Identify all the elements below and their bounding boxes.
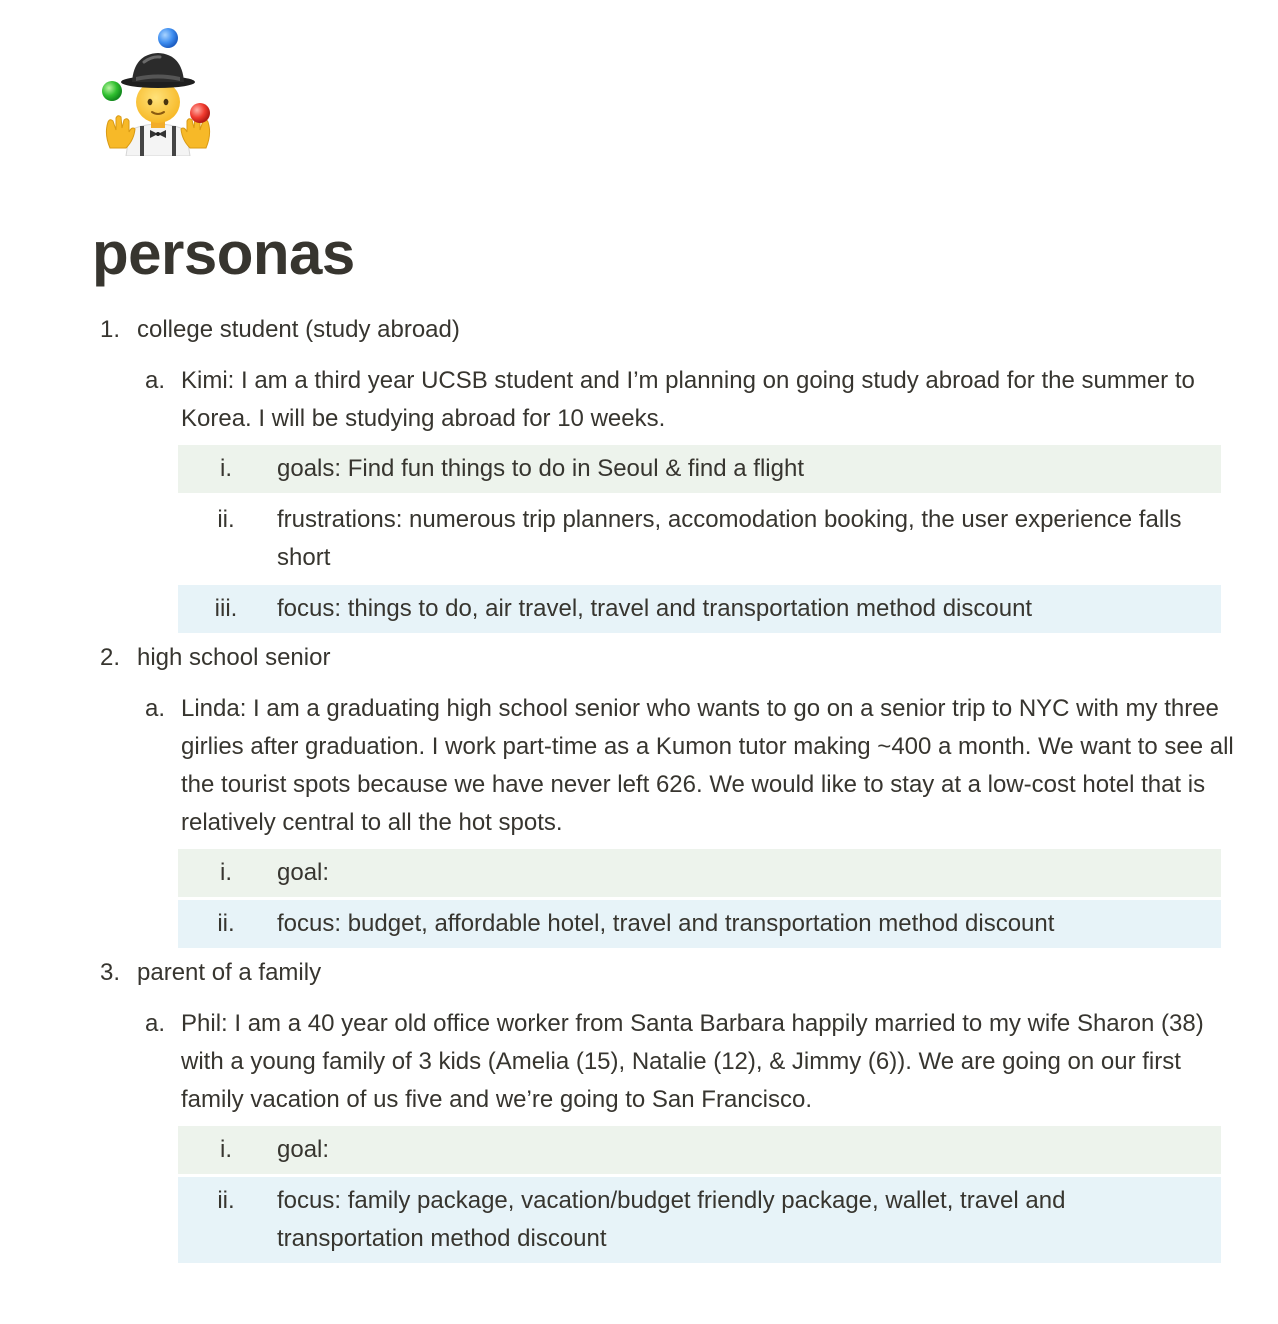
persona-label: high school senior <box>137 644 331 671</box>
list-roman: i. <box>220 455 232 482</box>
persona-bio-item[interactable] <box>0 684 1278 849</box>
persona-item[interactable] <box>0 305 1278 356</box>
persona-bio-item[interactable] <box>0 999 1278 1126</box>
detail-item-focus[interactable] <box>178 900 1221 948</box>
detail-item-focus[interactable] <box>178 585 1221 633</box>
persona-item[interactable] <box>0 633 1278 684</box>
person-juggling-emoji-icon <box>96 22 220 156</box>
persona-label: college student (study abroad) <box>137 316 460 343</box>
list-roman: i. <box>220 1136 232 1163</box>
detail-item-goals[interactable] <box>178 445 1221 493</box>
list-roman: ii. <box>217 910 235 937</box>
page-icon[interactable] <box>96 22 220 156</box>
detail-item-frustrations[interactable] <box>178 496 1221 582</box>
detail-text: focus: budget, affordable hotel, travel and transportation method discount <box>277 910 1055 937</box>
detail-text: focus: family package, vacation/budget friendly package, wallet, travel and transportation method discount <box>277 1187 1066 1252</box>
persona-bio-item[interactable] <box>0 356 1278 445</box>
list-number: 1. <box>100 316 121 343</box>
persona-bio: Phil: I am a 40 year old office worker from Santa Barbara happily married to my wife Sharon (38) with a young family of 3 kids (Amelia (15), Natalie (12), & Jimmy (6)). We are going on our first family vacation of us five and we’re going to San Francisco. <box>181 1010 1204 1113</box>
persona-bio: Linda: I am a graduating high school senior who wants to go on a senior trip to NYC with my three girlies after graduation. I work part-time as a Kumon tutor making ~400 a month. We want to see all the tourist spots because we have never left 626. We would like to stay at a low-cost hotel that is relatively central to all the hot spots. <box>181 695 1234 836</box>
list-letter: a. <box>145 367 166 394</box>
detail-text: goal: <box>277 859 330 886</box>
personas-list <box>0 305 1278 1263</box>
persona-item[interactable] <box>0 948 1278 999</box>
list-roman: ii. <box>217 1187 235 1214</box>
list-letter: a. <box>145 695 166 722</box>
detail-text: goal: <box>277 1136 330 1163</box>
detail-text: goals: Find fun things to do in Seoul & find a flight <box>277 455 805 482</box>
list-roman: i. <box>220 859 232 886</box>
list-roman: iii. <box>214 595 238 622</box>
list-number: 3. <box>100 959 121 986</box>
persona-bio: Kimi: I am a third year UCSB student and I’m planning on going study abroad for the summer to Korea. I will be studying abroad for 10 weeks. <box>181 367 1195 432</box>
detail-text: frustrations: numerous trip planners, accomodation booking, the user experience falls short <box>277 506 1182 571</box>
list-number: 2. <box>100 644 121 671</box>
list-roman: ii. <box>217 506 235 533</box>
detail-item-goal[interactable] <box>178 1126 1221 1174</box>
list-letter: a. <box>145 1010 166 1037</box>
detail-item-focus[interactable] <box>178 1177 1221 1263</box>
page-title: personas <box>92 220 355 287</box>
detail-item-goal[interactable] <box>178 849 1221 897</box>
detail-text: focus: things to do, air travel, travel and transportation method discount <box>277 595 1033 622</box>
persona-label: parent of a family <box>137 959 322 986</box>
